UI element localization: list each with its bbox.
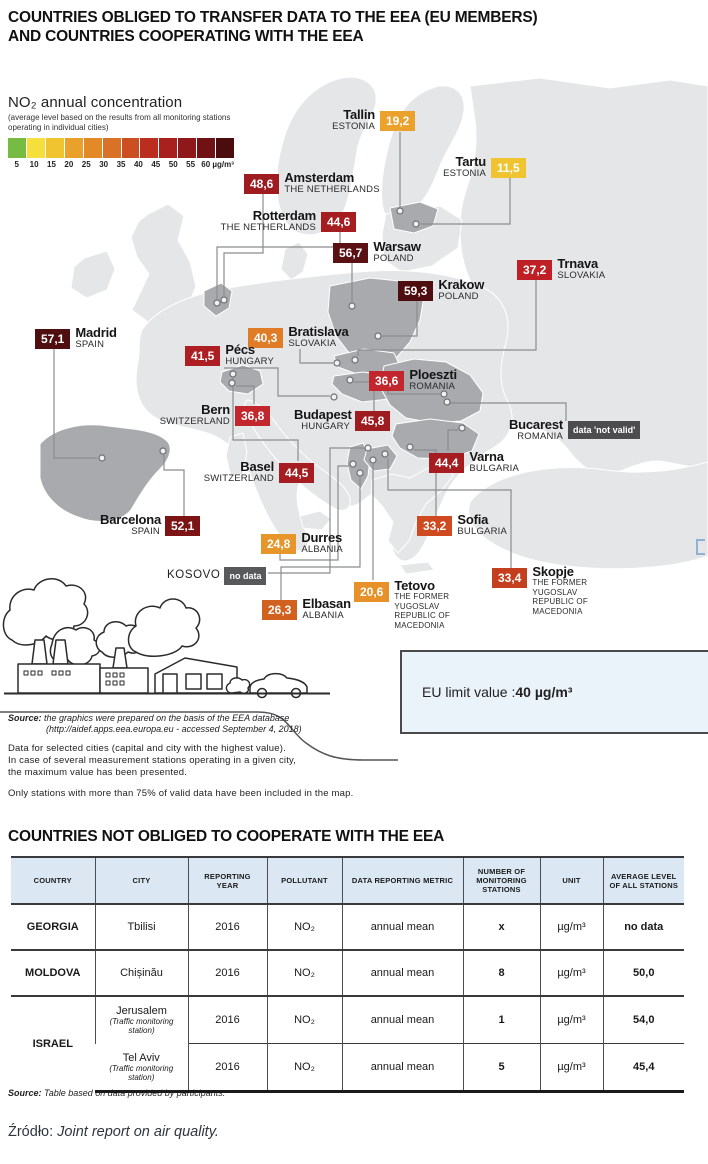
map-region-finland [382,86,465,217]
value-badge: 56,7 [333,243,368,263]
table-header-row [11,857,684,904]
map-label-kosovo: KOSOVO no data [167,565,266,585]
factory-building [18,664,100,693]
value-badge: 48,6 [244,174,279,194]
scale-swatch [216,138,234,158]
col-header-stations: NUMBER OF MONITORING STATIONS [463,857,540,904]
legend-subtitle: (average level based on the results from all monitoring stations operating in individual cities) [8,113,231,132]
scale-swatch [8,138,26,158]
scale-swatch [122,138,140,158]
smoke-cloud [129,599,200,656]
value-badge: 33,4 [492,568,527,588]
scale-swatch [65,138,83,158]
table-row-isra-jerusalem: ISRAEL Jerusalem (Traffic monitoring station) 2016 NO₂ annual mean 1 µg/m³ 54,0 [11,996,684,1044]
map-notes [8,713,353,799]
col-header-city: CITY [95,857,188,904]
map-region-crete [400,562,434,574]
map-label-skopje: 33,4 Skopje THE FORMER YUGOSLAV REPUBLIC OF MACEDONIA [492,566,604,616]
value-badge: 41,5 [185,346,220,366]
col-header-average: AVERAGE LEVEL OF ALL STATIONS [603,857,684,904]
col-header-year: REPORTING YEAR [188,857,267,904]
map-legend [8,94,234,169]
col-header-pollutant: POLLUTANT [267,857,342,904]
page-title-line2: AND COUNTRIES COOPERATING WITH THE EEA [8,28,364,45]
eu-limit-label: EU limit value : [422,684,516,700]
map-region-ireland [71,251,115,298]
value-badge: 44,5 [279,463,314,483]
house-window [207,674,222,689]
map-label-tartu: Tartu ESTONIA 11,5 [410,156,526,179]
value-badge: 33,2 [417,516,452,536]
map-label-amsterdam: 48,6 Amsterdam THE NETHERLANDS [244,172,380,195]
col-header-metric: DATA REPORTING METRIC [342,857,463,904]
table-row-israel-telaviv: Tel Aviv (Traffic monitoring station) 2016 NO₂ annual mean 5 µg/m³ 45,4 [11,1044,684,1092]
map-label-bern: Bern SWITZERLAND 36,8 [152,404,270,427]
col-header-unit: UNIT [540,857,603,904]
map-label-tetovo: 20,6 Tetovo THE FORMER YUGOSLAV REPUBLIC OF MACEDONIA [354,580,466,630]
map-label-trnava: 37,2 Trnava SLOVAKIA [517,258,605,281]
scale-swatch [159,138,177,158]
map-label-pecs: 41,5 Pécs HUNGARY [185,344,274,367]
map-label-rotterdam: Rotterdam THE NETHERLANDS 44,6 [200,210,356,233]
map-region-denmark [281,242,308,280]
map-label-bucarest: Bucarest ROMANIA data 'not valid' [505,419,640,442]
value-badge: 57,1 [35,329,70,349]
map-region-spain [40,425,170,522]
note-paragraph-2: Only stations with more than 75% of valid data have been included in the map. [8,788,354,799]
map-label-varna: 44,4 Varna BULGARIA [429,451,519,474]
value-badge: 36,6 [369,371,404,391]
house-door [163,674,177,693]
color-scale [8,138,234,158]
map-label-warsaw: 56,7 Warsaw POLAND [333,241,421,264]
footer-source: Źródło: Joint report on air quality. [8,1124,219,1140]
scale-swatch [27,138,45,158]
map-label-durres: 24,8 Durres ALBANIA [261,532,343,555]
map-region-sicily [300,511,331,530]
value-badge: 20,6 [354,582,389,602]
value-badge: 44,4 [429,453,464,473]
table-source: Source: Table based on data provided by participants. [8,1088,226,1098]
map-label-basel: Basel SWITZERLAND 44,5 [196,461,314,484]
note-paragraph-1: Data for selected cities (capital and city with the highest value). In case of several measurement stations operating in a given city, the maximum value has been presented. [8,743,297,778]
scale-swatch [178,138,196,158]
value-badge: 11,5 [491,158,526,178]
map-label-tallin: Tallin ESTONIA 19,2 [297,109,415,132]
map-label-madrid: 57,1 Madrid SPAIN [35,327,117,350]
map-source-url: (http://aidef.apps.eea.europa.eu - accessed September 4, 2018) [46,724,302,734]
value-badge: no data [224,567,266,585]
value-badge: 24,8 [261,534,296,554]
table-row-georgia: GEORGIA Tbilisi 2016 NO₂ annual mean x µg/m³ no data [11,904,684,950]
map-source-line: Source: the graphics were prepared on the basis of the EEA database [8,713,290,723]
value-badge: 45,8 [355,411,390,431]
value-badge: 59,3 [398,281,433,301]
map-label-budapest: Budapest HUNGARY 45,8 [294,409,390,432]
table-row-moldova: MOLDOVA Chișinău 2016 NO₂ annual mean 8 µg/m³ 50,0 [11,950,684,996]
col-header-country: COUNTRY [11,857,95,904]
scale-swatch [46,138,64,158]
map-label-ploeszti: 36,6 Ploeszti ROMANIA [369,369,457,392]
scale-swatch [197,138,215,158]
eu-limit-box [400,650,708,734]
value-badge: data 'not valid' [568,421,640,439]
map-label-elbasan: 26,3 Elbasan ALBANIA [262,598,351,621]
value-badge: 52,1 [165,516,200,536]
scale-swatch [103,138,121,158]
value-badge: 26,3 [262,600,297,620]
page-title-line1: COUNTRIES OBLIGED TO TRANSFER DATA TO THE EEA (EU MEMBERS) [8,9,538,26]
factory-chimney [32,640,47,664]
legend-title: NO₂ annual concentration [8,94,183,111]
blue-bracket-glyph [696,539,705,555]
cooperation-table [11,856,684,1093]
scale-swatch [140,138,158,158]
factory-chimney [53,640,68,664]
value-badge: 37,2 [517,260,552,280]
map-label-krakow: 59,3 Krakow POLAND [398,279,484,302]
value-badge: 19,2 [380,111,415,131]
section2-title: COUNTRIES NOT OBLIGED TO COOPERATE WITH THE EEA [8,828,445,845]
map-label-sofia: 33,2 Sofia BULGARIA [417,514,507,537]
house-window [186,674,201,689]
eu-limit-value: 40 µg/m³ [515,684,573,700]
value-badge: 40,3 [248,328,283,348]
map-label-barcelona: Barcelona SPAIN 52,1 [100,514,200,537]
value-badge: 36,8 [235,406,270,426]
map-label-bratislava: 40,3 Bratislava SLOVAKIA [248,326,349,349]
scale-swatch [84,138,102,158]
factory-chimney [113,648,127,668]
value-badge: 44,6 [321,212,356,232]
scale-ticks: 5 10 15 20 25 30 35 40 45 50 55 60 µg/m³ [14,160,234,169]
